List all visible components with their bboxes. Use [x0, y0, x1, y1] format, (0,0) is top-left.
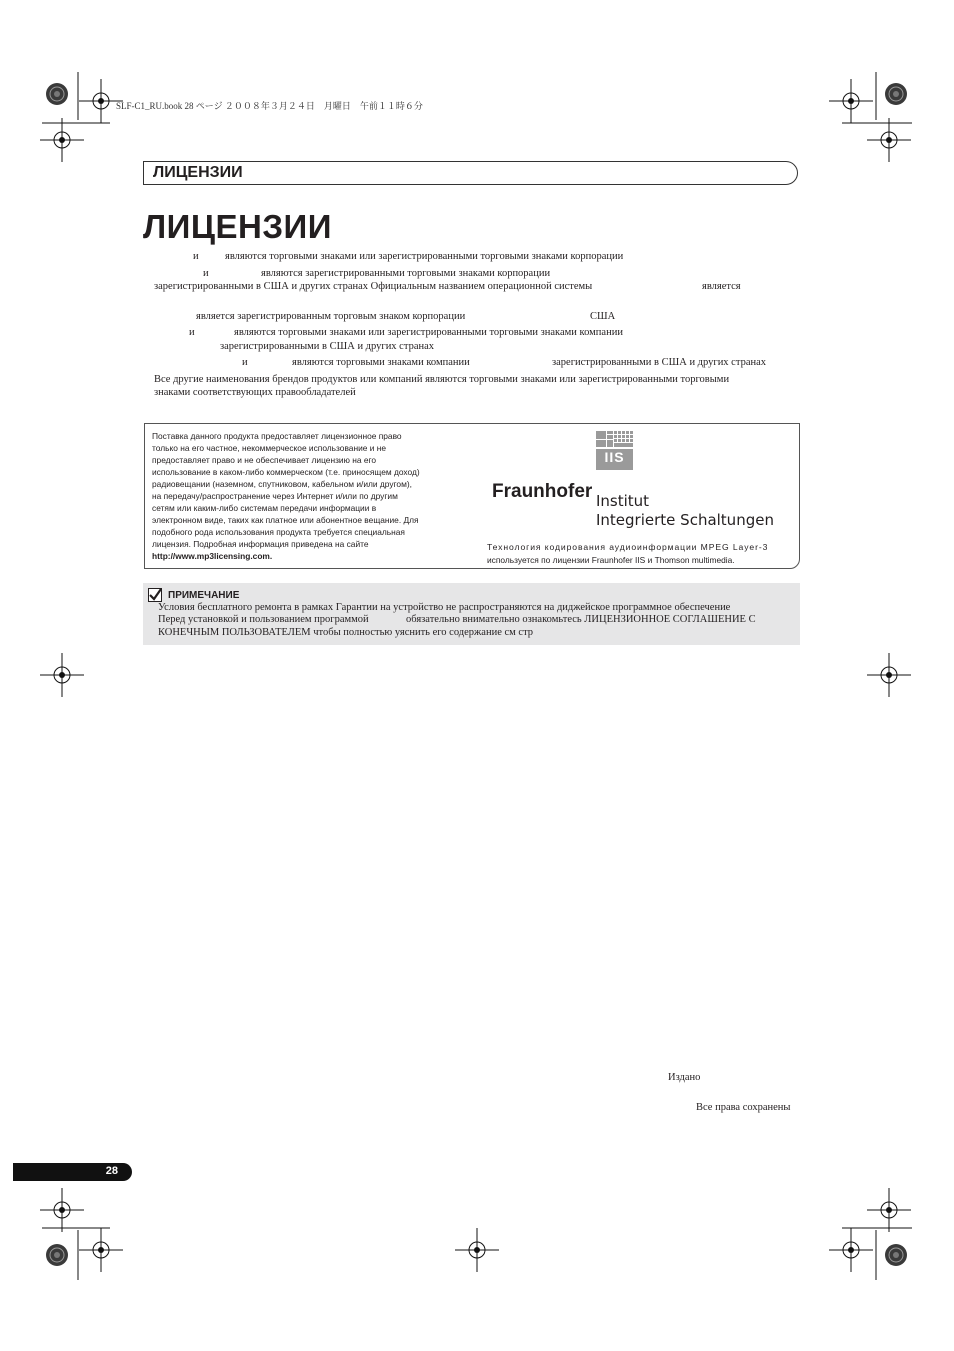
- registration-disc-top-left: [46, 83, 68, 105]
- license-line: сетям или каким-либо системам передачи информации в: [152, 503, 377, 513]
- license-text: [152, 430, 472, 562]
- registration-disc-bottom-right: [885, 1244, 907, 1266]
- trademark-text: являются зарегистрированными торговыми знаками корпорации: [261, 268, 551, 279]
- license-line: только на его частное, некоммерческое использование и не: [152, 443, 387, 453]
- page-number: 28: [105, 1165, 118, 1177]
- trademark-text: являются торговыми знаками или зарегистрированными торговыми знаками корпорации: [225, 251, 624, 262]
- license-line: подобного рода использования продукта требуется специальная: [152, 527, 405, 537]
- rights-text: Все права сохранены: [696, 1102, 791, 1113]
- trademark-text: являются торговыми знаками или зарегистрированными торговыми знаками компании: [234, 327, 623, 338]
- note-line: КОНЕЧНЫМ ПОЛЬЗОВАТЕЛЕМ чтобы полностью уяснить его содержание см стр: [158, 627, 534, 638]
- license-line: предоставляет право и не обеспечивает лицензию на его: [152, 455, 377, 465]
- trademark-text: зарегистрированными в США и других странах: [552, 357, 767, 368]
- fraunhofer-wordmark: Fraunhofer: [492, 481, 593, 502]
- section-bar: [143, 161, 798, 185]
- license-line: Поставка данного продукта предоставляет лицензионное право: [152, 431, 402, 441]
- trademark-text: являются торговыми знаками компании: [292, 357, 470, 368]
- trademark-text: является зарегистрированным торговым знаком корпорации: [196, 311, 466, 322]
- iis-badge: IIS: [604, 449, 625, 465]
- note-title: ПРИМЕЧАНИЕ: [168, 590, 240, 601]
- section-bar-title: ЛИЦЕНЗИИ: [153, 164, 243, 181]
- trademark-text: и: [193, 251, 199, 262]
- trademark-text: зарегистрированными в США и других странах Официальным названием операционной системы: [154, 281, 593, 292]
- license-url: http://www.mp3licensing.com: [152, 551, 270, 561]
- trademark-text: и: [189, 327, 195, 338]
- license-line: радиовещании (наземном, спутниковом, кабельном и/или другом),: [152, 479, 412, 489]
- checkmark-icon: [148, 588, 162, 602]
- print-header: SLF-C1_RU.book 28 ページ ２００８年３月２４日 月曜日 午前１１時６分: [116, 101, 423, 111]
- mp3-license-text: используется по лицензии Fraunhofer IIS и Thomson multimedia.: [487, 555, 735, 565]
- page-number-tab: [13, 1163, 132, 1181]
- trademark-text: является: [702, 281, 741, 292]
- trademark-text: зарегистрированными в США и других странах: [220, 341, 435, 352]
- fraunhofer-institut: Institut Integrierte Schaltungen: [596, 492, 774, 529]
- trademark-text: США: [590, 311, 616, 322]
- trademark-text: и: [203, 268, 209, 279]
- trademark-text: и: [242, 357, 248, 368]
- registration-disc-bottom-left: [46, 1244, 68, 1266]
- mp3-technology-text: Технология кодирования аудиоинформации MPEG Layer-3: [487, 542, 769, 552]
- note-line: Перед установкой и пользованием программой: [158, 614, 369, 625]
- publisher-text: Издано: [668, 1072, 701, 1083]
- license-url-line: http://www.mp3licensing.com.: [152, 551, 273, 561]
- page-title: ЛИЦЕНЗИИ: [143, 208, 332, 245]
- license-line: лицензия. Подробная информация приведена на сайте: [152, 539, 369, 549]
- license-line: на передачу/распространение через Интернет и/или по другим: [152, 491, 398, 501]
- trademark-text: Все другие наименования брендов продуктов или компаний являются торговыми знаками или зарегистрированными торговыми: [154, 374, 730, 385]
- trademark-text: знаками соответствующих правообладателей: [154, 387, 356, 398]
- license-line: электронном виде, таких как платное или абонентное вещание. Для: [152, 515, 419, 525]
- registration-disc-top-right: [885, 83, 907, 105]
- note-line: Условия бесплатного ремонта в рамках Гарантии на устройство не распространяются на диджейское программное обеспечение: [158, 602, 731, 613]
- note-line: обязательно внимательно ознакомьтесь ЛИЦЕНЗИОННОЕ СОГЛАШЕНИЕ С: [406, 614, 756, 625]
- license-line: использование в каком-либо коммерческом (т.е. приносящем доход): [152, 467, 420, 477]
